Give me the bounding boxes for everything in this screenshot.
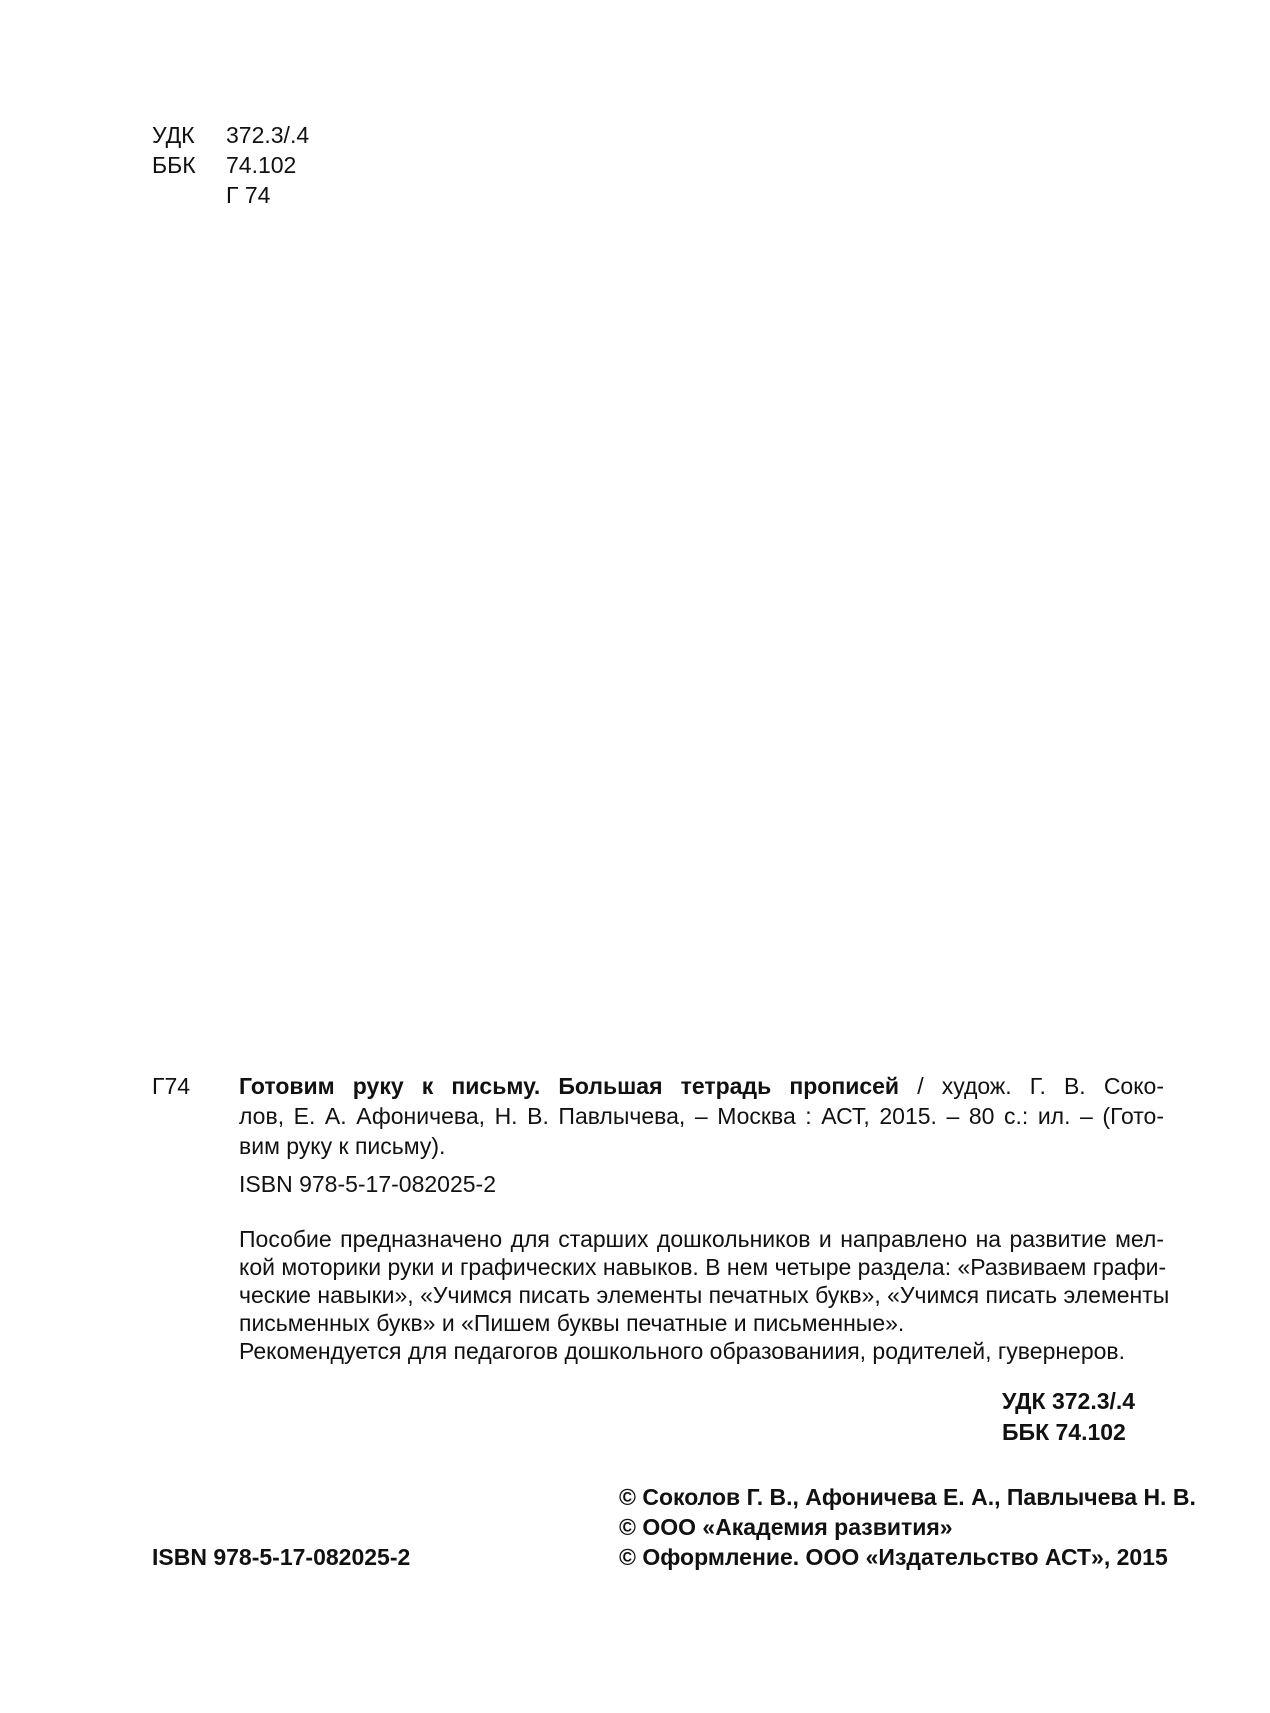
author-mark: Г 74	[226, 182, 271, 208]
bibliographic-entry	[152, 1071, 1164, 1161]
annotation-line-3: ческие навыки», «Учимся писать элементы печатных букв», «Учимся писать элементы	[239, 1282, 1170, 1308]
entry-line-1-text	[239, 1071, 1164, 1101]
copyright-line: © ООО «Академия развития»	[619, 1514, 953, 1540]
isbn-line: ISBN 978-5-17-082025-2	[239, 1171, 496, 1197]
entry-line-2: лов, Е. А. Афоничева, Н. В. Павлычева, – Москва : АСТ, 2015. – 80 с.: ил. – (Гото-	[239, 1103, 1164, 1129]
annotation-line-4: письменных букв» и «Пишем буквы печатные и письменные».	[239, 1310, 905, 1336]
copyright-block	[619, 1482, 1196, 1572]
bbk-code-bold: ББК 74.102	[1002, 1419, 1126, 1445]
udk-label: УДК	[152, 122, 195, 148]
udk-value: 372.3/.4	[226, 122, 310, 148]
entry-mark: Г74	[152, 1073, 191, 1099]
entry-line-1	[152, 1071, 1164, 1101]
entry-line-3: вим руку к письму).	[239, 1133, 446, 1159]
copyright-line: © Оформление. ООО «Издательство АСТ», 2015	[619, 1544, 1168, 1570]
bbk-value: 74.102	[226, 152, 297, 178]
annotation	[239, 1225, 1170, 1365]
annotation-line-2: кой моторики руки и графических навыков. В нем четыре раздела: «Развиваем графи-	[239, 1254, 1167, 1280]
classification-index-bottom	[1002, 1386, 1135, 1448]
classification-index-top	[152, 120, 309, 210]
annotation-line-5: Рекомендуется для педагогов дошкольного образованиия, родителей, гувернеров.	[239, 1338, 1126, 1364]
udk-code-bold: УДК 372.3/.4	[1002, 1388, 1136, 1414]
copyright-line: © Соколов Г. В., Афоничева Е. А., Павлычева Н. В.	[619, 1484, 1196, 1510]
book-title: Готовим руку к письму. Большая тетрадь прописей	[239, 1073, 900, 1099]
annotation-line-1: Пособие предназначено для старших дошкольников и направлено на развитие мел-	[239, 1226, 1164, 1252]
entry-line-1-rest: / худож. Г. В. Соко-	[899, 1073, 1164, 1099]
isbn-bottom: ISBN 978-5-17-082025-2	[152, 1544, 411, 1570]
udk-row	[152, 120, 309, 150]
bbk-row	[152, 150, 309, 180]
bbk-label: ББК	[152, 152, 196, 178]
